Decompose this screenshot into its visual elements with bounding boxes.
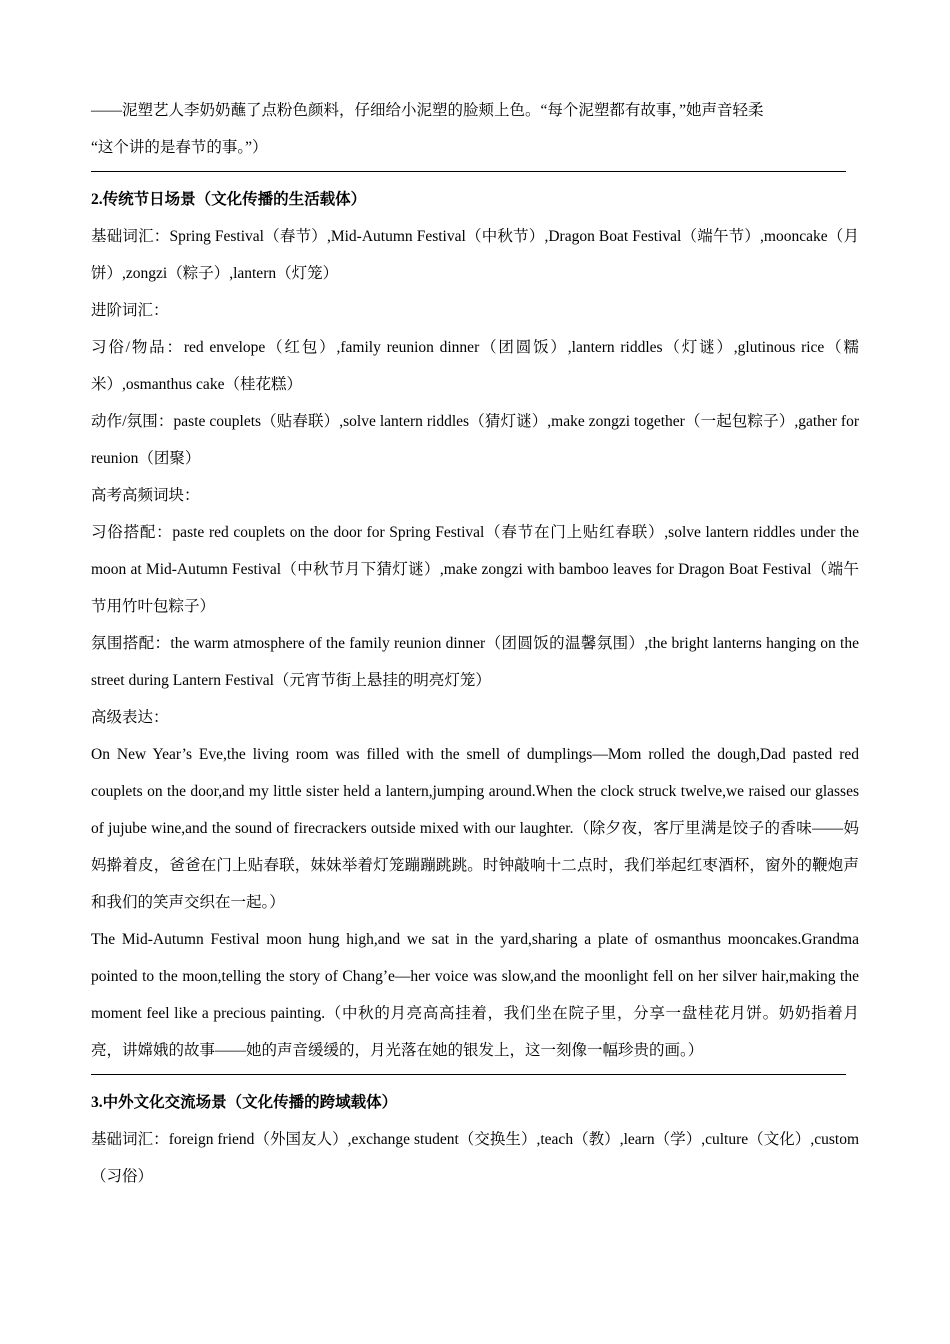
- section-2-atmosphere-collocations: 氛围搭配：the warm atmosphere of the family reunion dinner（团圆饭的温馨氛围）,the bright lanterns hanging on the street during Lantern Festival（元宵节街上悬挂的明亮灯笼）: [91, 635, 859, 689]
- section-3-title: 3.中外文化交流场景（文化传播的跨域载体）: [91, 1094, 398, 1111]
- section-2-basic-vocab: 基础词汇：Spring Festival（春节）,Mid-Autumn Festival（中秋节）,Dragon Boat Festival（端午节）,mooncake（月饼）,zongzi（粽子）,lantern（灯笼）: [91, 228, 859, 282]
- section-2-expression-2: The Mid-Autumn Festival moon hung high,and we sat in the yard,sharing a plate of osmanthus mooncakes.Grandma pointed to the moon,telling the story of Chang’e—her voice was slow,and the moonlight fell on her silver hair,making the moment feel like a precious painting.（中秋的月亮高高挂着，我们坐在院子里，分享一盘桂花月饼。奶奶指着月亮，讲嫦娥的故事——她的声音缓缓的，月光落在她的银发上，这一刻像一幅珍贵的画。）: [91, 931, 859, 1059]
- intro-line-2: “这个讲的是春节的事。”）: [91, 139, 268, 156]
- section-2-customs-items: 习俗/物品：red envelope（红包）,family reunion dinner（团圆饭）,lantern riddles（灯谜）,glutinous rice（糯米）,osmanthus cake（桂花糕）: [91, 339, 859, 393]
- section-2-customs-collocations: 习俗搭配：paste red couplets on the door for Spring Festival（春节在门上贴红春联）,solve lantern riddles under the moon at Mid-Autumn Festival（中秋节月下猜灯谜）,make zongzi with bamboo leaves for Dragon Boat Festival（端午节用竹叶包粽子）: [91, 524, 859, 615]
- intro-line-1: ——泥塑艺人李奶奶蘸了点粉色颜料，仔细给小泥塑的脸颊上色。“每个泥塑都有故事，”她声音轻柔: [91, 102, 764, 119]
- section-divider: [91, 1074, 846, 1075]
- section-2-title: 2.传统节日场景（文化传播的生活载体）: [91, 191, 367, 208]
- section-3-basic-vocab: 基础词汇：foreign friend（外国友人）,exchange student（交换生）,teach（教）,learn（学）,culture（文化）,custom（习俗）: [91, 1131, 859, 1185]
- section-2-advanced-label: 进阶词汇：: [91, 302, 169, 319]
- section-divider: [91, 171, 846, 172]
- section-2-expression-1: On New Year’s Eve,the living room was filled with the smell of dumplings—Mom rolled the dough,Dad pasted red couplets on the door,and my little sister held a lantern,jumping around.When the clock struck twelve,we raised our glasses of jujube wine,and the sound of firecrackers outside mixed with our laughter.（除夕夜，客厅里满是饺子的香味——妈妈擀着皮，爸爸在门上贴春联，妹妹举着灯笼蹦蹦跳跳。时钟敲响十二点时，我们举起红枣酒杯，窗外的鞭炮声和我们的笑声交织在一起。）: [91, 746, 859, 911]
- document-page: [91, 92, 859, 1195]
- section-2-expression-label: 高级表达：: [91, 709, 169, 726]
- section-2-chunks-label: 高考高频词块：: [91, 487, 200, 504]
- section-2-actions-atmosphere: 动作/氛围：paste couplets（贴春联）,solve lantern riddles（猜灯谜）,make zongzi together（一起包粽子）,gather for reunion（团聚）: [91, 413, 859, 467]
